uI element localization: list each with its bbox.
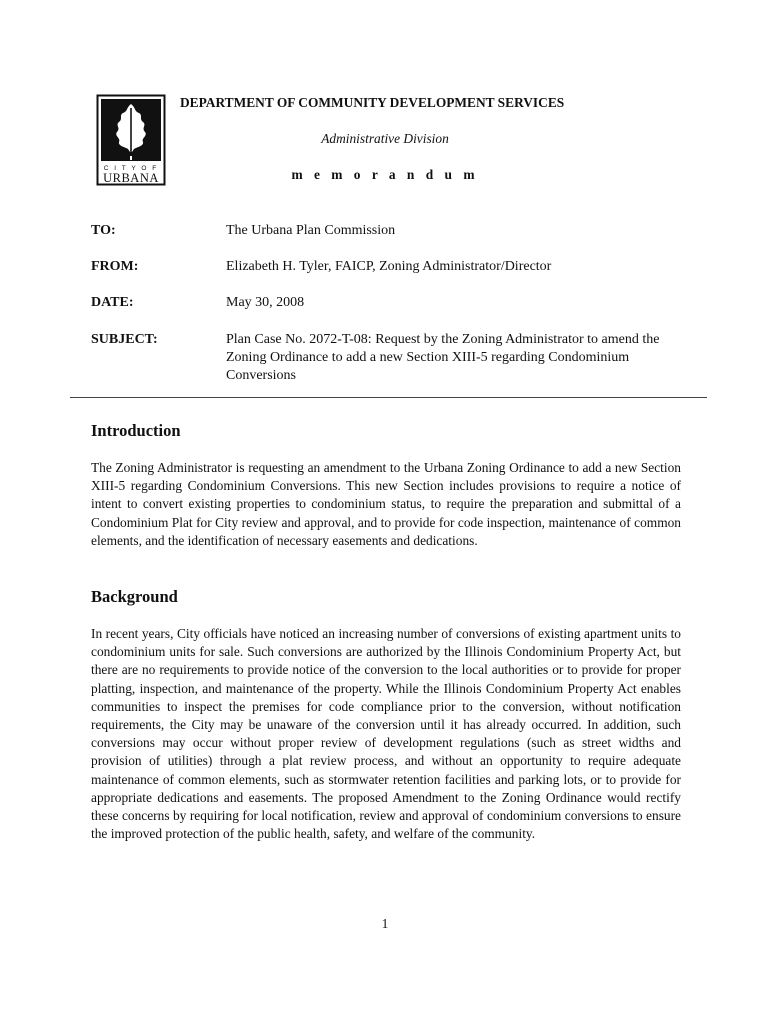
city-of-urbana-logo — [96, 94, 166, 186]
background-paragraph: In recent years, City officials have noticed an increasing number of conversions of existing apartment units to condominium units for sale. Such conversions are authorized by the Illinois Condominium Property Act, but there are no requirements to provide notice of the conversion to the local authorities or to provide for proper platting, inspection, and maintenance of the property. While the Illinois Condominium Property Act enables communities to inspect the premises for code compliance prior to the conversion, without notification requirements, the City may be unaware of the conversion until it has already occurred. In addition, such conversions may occur without proper review of development regulations (such as street widths and provision of utilities) through a plat review process, and without an opportunity to require adequate maintenance of common elements, such as stormwater retention facilities and parking lots, or to provide for appropriate dedications and easements. The proposed Amendment to the Zoning Ordinance would rectify these concerns by requiring for local notification, review and approval of condominium conversions to ensure the improved protection of the public health, safety, and welfare of the community. — [91, 626, 681, 842]
to-value: The Urbana Plan Commission — [226, 223, 396, 238]
introduction-heading: Introduction — [91, 421, 181, 440]
logo-urbana-text: URBANA — [103, 171, 159, 185]
memorandum-label: m e m o r a n d u m — [291, 167, 479, 182]
from-value: Elizabeth H. Tyler, FAICP, Zoning Administrator/Director — [226, 259, 552, 274]
department-title: DEPARTMENT OF COMMUNITY DEVELOPMENT SERVICES — [180, 95, 565, 110]
oak-leaf-icon — [96, 94, 166, 186]
division-subtitle: Administrative Division — [321, 131, 449, 146]
date-value: May 30, 2008 — [226, 295, 305, 310]
subject-label: SUBJECT: — [91, 332, 158, 347]
from-label: FROM: — [91, 259, 139, 274]
page-number: 1 — [381, 916, 389, 931]
to-label: TO: — [91, 223, 116, 238]
subject-value: Plan Case No. 2072-T-08: Request by the Zoning Administrator to amend the Zoning Ordinance to add a new Section XIII-5 regarding Condominium Conversions — [226, 332, 660, 383]
header-divider — [70, 397, 707, 398]
introduction-paragraph: The Zoning Administrator is requesting an amendment to the Urbana Zoning Ordinance to add a new Section XIII-5 regarding Condominium Conversions. This new Section includes provisions to require a notice of intent to convert existing properties to condominium status, to require the preparation and submittal of a Condominium Plat for City review and approval, and to provide for code inspection, maintenance of common elements, and the identification of necessary easements and dedications. — [91, 460, 681, 548]
background-heading: Background — [91, 587, 178, 606]
logo-city-of-text: C I T Y O F — [103, 165, 159, 172]
date-label: DATE: — [91, 295, 134, 310]
